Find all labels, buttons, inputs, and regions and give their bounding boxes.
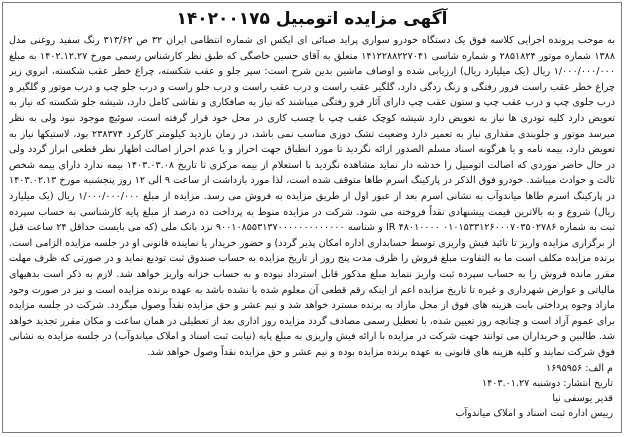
signer-title: رییس اداره ثبت اسناد و املاک میاندوآب [455, 408, 613, 419]
notice-body: به موجب پرونده اجرایی کلاسه فوق یک دستگاه خودرو سواری پراید صبائی ای ایکس ای شماره انتظامی ایران ۳۲ ص ۳۱۳/۶۲ رنگ سفید روغنی مدل ۱۳۸۸ شماره موتور ۲۸۵۱۸۲۴ و شماره شاسی ۱۴۱۲۲۸۸۲۲۷۰۴۱ متعلق به آقای حسین خاصگی که طبق نظر کارشناس رسمی مورخ ۱۴۰۲.۱۲.۲۷ به مبلغ ۱/۰۰۰/۰۰۰/۰۰۰ ریال (یک میلیارد ریال) ارزیابی شده و اوصاف ماشین بدین شرح است: سپر جلو و عقب شکسته، چراغ خطر عقب شکسته، ابروی زیر چراغ خطر عقب راست فرور رفتگی و زنگ زدگی دارد، گلگیر عقب راست و درب عقب راست و درب جلو راست و درب جلو چپ و درب موتور و گلگیر و درب جلوی چپ و درب عقب چپ و ستون عقب چپ دارای آثار فرو رفتگی میباشند که نیاز به صافکاری و نقاشی کامل دارد، شیشه جلو شکسته که نیاز به تعویض دارد کلیه تودری ها نیاز به تعویض دارد شیشه کوچک عقب چپ با چسب کاری در محل خود قرار گرفته است، سوئیچ موجود نبود ولی به نظر میرسد موتور و جلوبندی مقداری نیاز به تعمیر دارد وضعیت تشک دوزی مناسب نمی باشد، در زمان بازدید کیلومتر کارکرد ۲۳۸۳۷۴ بود، لاستیکها نیاز به تعویض دارد، بیمه نامه و یا هرگونه اسناد مسلم الصدور ارائه نگردید تا مورد انطباق جهت احراز و یا عدم احراز اصالت اظهار نظر قطعی ابراز گردد ولی در حال حاضر موردی که اصالت اتومبیل را خدشه دار نماید مشاهده نگردید با استعلام از بیمه مرکزی تا تاریخ ۱۴۰۳.۰۳.۰۸ بیمه ندارد دارای بیمه شخص ثالث و حوادث میباشد. خودرو فوق الذکر در پارکینگ اسرم طاها متوقف شده است، لذا مورد بازداشت از ساعت ۹ الی ۱۲ روز پنجشنبه مورخ ۱۴۰۳.۰۲.۱۳ در پارکینگ اسرم طاها میاندوآب به نشانی اسرم بعد از عبور اول از طریق مزایده به فروش می رسد. مزایده از مبلغ ۱/۰۰۰/۰۰۰/۰۰۰ ریال (یک میلیارد ریال) شروع و به بالاترین قیمت پیشنهادی نقداً فروخته می شود. شرکت در مزایده منوط به پرداخت ده درصد از مبلغ پایه کارشناسی به حساب سپرده ثبت به شماره ۰۱۰۱۵۳۳۱۲۶۰۰۰۷۰۳۵۰۲۷۸۶ IR ۴۸۰۱۰۰۰۰ و شناسه ۹۰۰۱۰۸۵۵۳۱۳۷۰۰۰۰۰۰۰۰۰۰۰۰۰ نزد بانک ملی (که می بایست حداقل ۲۴ ساعت قبل از برگزاری مزایده واریز تا تائید فیش واریزی توسط حسابداری اداره امکان پذیر گردد) و حضور خریدار یا نماینده قانونی او در جلسه مزایده الزامی است. برنده مزایده مکلف است ما به التفاوت مبلغ فروش را ظرف مدت پنج روز از تاریخ مزایده به حساب صندوق ثبت تودیع نماید و در صورتی که ظرف مهلت مقرر مانده فروش را به حساب سپرده ثبت واریز ننماید مبلغ مذکور قابل استرداد نبوده و به حساب خزانه واریز خواهد شد. لازم به ذکر است بدهیهای مالیاتی و عوارض شهرداری و غیره تا تاریخ مزایده اعم از اینکه رقم قطعی آن معلوم شده یا نشده باشد به عهده برنده مزایده است و نیز در صورت وجود مازاد وجوه پرداختی بابت هزینه های فوق از محل مازاد به برنده مسترد خواهد شد و نیم عشر و حق مزایده نقداً وصول میگردد. شرکت در جلسه مزایده برای عموم آزاد است و چنانچه روز تعیین شده، با تعطیل رسمی مصادف گردد مزایده روز اداری بعد از تعطیلی در همان ساعت و مکان مقرر تجدید خواهد شد. طالبین و خریداران می توانند جهت شرکت در مزایده با ارائه فیش واریزی به مبلغ پایه (نیابت ثبت اسناد و املاک میاندوآب) در جلسه مزایده به نشانی فوق شرکت نمایند و کلیه هزینه های قانونی به عهده برنده مزایده بوده و نیم عشر و حق مزایده نقداً وصول خواهد شد. [9, 35, 615, 358]
reference-number: م الف: ۱۶۹۵۹۵۶ [546, 363, 613, 374]
notice-frame [2, 2, 622, 433]
notice-footer [455, 361, 613, 421]
signer-name: قدیر یوسفی نیا [552, 393, 613, 404]
publish-date: تاریخ انتشار: دوشنبه ۱۴۰۳.۰۱.۲۷ [481, 378, 613, 389]
notice-title: آگهی مزایده اتومبیل ۱۴۰۲۰۰۱۷۵ [176, 9, 448, 29]
